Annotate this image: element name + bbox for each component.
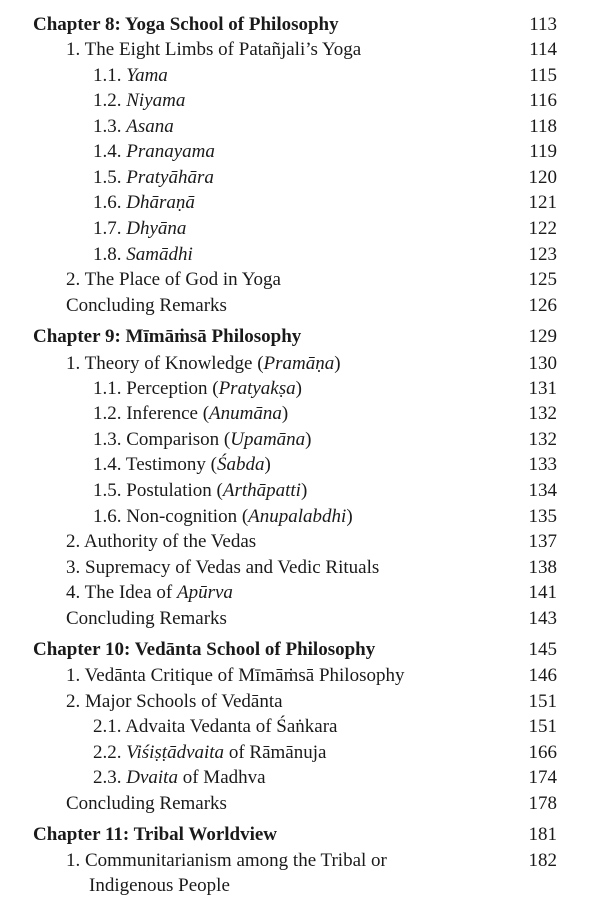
toc-entry-label [93,166,214,190]
toc-entry [0,741,600,765]
entry-italic-term: Arthāpatti [222,480,301,501]
entry-number: 1.5. [93,167,122,188]
page-number: 126 [528,295,557,316]
toc-entry-label [93,217,186,241]
page-number: 132 [528,403,557,424]
toc-entry [0,690,600,714]
page-number: 181 [528,824,557,845]
entry-italic-term: Viśiṣṭādvaita [126,742,225,763]
toc-entry-label [66,690,283,714]
entry-number: 1.3. [93,116,122,137]
page-number: 133 [528,454,557,475]
page-number: 182 [528,850,557,871]
entry-italic-term: Śabda [216,454,265,475]
entry-italic-term: Anumāna [209,403,282,424]
toc-entry [0,268,600,292]
entry-text-suffix: of Rāmānuja [224,742,327,763]
page-number: 114 [529,39,557,60]
entry-text: The Idea of [84,582,177,603]
toc-entry-label [93,505,353,529]
entry-text: The Eight Limbs of Patañjali’s Yoga [84,39,362,60]
toc-entry-label [66,664,404,688]
entry-number: 1.1. [93,65,122,86]
entry-number: 1.1. [93,378,122,399]
page-number: 166 [528,742,557,763]
page-number: 130 [528,353,557,374]
page-number: 125 [528,269,557,290]
entry-italic-term: Samādhi [126,244,193,265]
toc-entry-label [89,874,230,898]
toc-entry-label [66,849,387,873]
entry-number: 4. [66,582,81,603]
toc-entry-label [93,428,312,452]
entry-italic-term: Pratyāhāra [126,167,214,188]
toc-chapter-heading [0,823,600,847]
entry-italic-term: Anupalabdhi [248,506,347,527]
toc-entry-label [93,140,215,164]
toc-entry [0,453,600,477]
toc-entry [0,874,600,898]
entry-text-suffix: ) [295,378,302,399]
entry-italic-term: Apūrva [176,582,233,603]
toc-entry [0,140,600,164]
toc-entry-label [93,402,288,426]
page-number: 129 [528,326,557,347]
page-number: 174 [528,767,557,788]
entry-number: 2. [66,531,81,552]
toc-entry [0,530,600,554]
entry-number: 1.3. [93,429,122,450]
toc-entry-label [93,453,271,477]
page-number: 151 [528,716,557,737]
toc-entry-label [93,479,307,503]
toc-entry-label [93,89,185,113]
toc-entry-label [93,115,174,139]
page-number: 178 [528,793,557,814]
toc-entry [0,352,600,376]
toc-entry [0,505,600,529]
toc-entry-label [93,377,302,401]
entry-number: 2.2. [93,742,122,763]
toc-entry-label [66,530,256,554]
toc-entry [0,89,600,113]
toc-entry-label [93,766,266,790]
toc-chapter-heading [0,638,600,662]
toc-entry [0,556,600,580]
chapter-title: Chapter 8: Yoga School of Philosophy [33,14,339,35]
toc-entry [0,402,600,426]
toc-entry-label [66,294,227,318]
entry-italic-term: Dhāraṇā [126,192,195,213]
entry-number: 1.6. [93,192,122,213]
toc-entry-label [66,38,361,62]
entry-number: 1.2. [93,90,122,111]
page-number: 119 [529,141,557,162]
toc-entry-label [93,715,337,739]
entry-text-suffix: ) [281,403,289,424]
page-number: 115 [529,65,557,86]
entry-text: Vedānta Critique of Mīmāṁsā Philosophy [84,665,405,686]
entry-text: Theory of Knowledge ( [84,353,264,374]
toc-entry-label [66,352,341,376]
toc-entry-label [66,581,233,605]
toc-entry [0,766,600,790]
entry-number: 2. [66,269,81,290]
entry-italic-term: Dvaita [126,767,178,788]
entry-text: Concluding Remarks [66,608,227,629]
page-number: 113 [529,14,557,35]
entry-text: Non-cognition ( [126,506,249,527]
toc-entry-label [66,268,281,292]
entry-italic-term: Upamāna [230,429,306,450]
entry-number: 1.4. [93,454,122,475]
entry-text: Testimony ( [125,454,217,475]
entry-text: The Place of God in Yoga [84,269,281,290]
entry-number: 1. [66,39,81,60]
page-number: 132 [528,429,557,450]
toc-entry [0,428,600,452]
toc-entry [0,243,600,267]
entry-text: Authority of the Vedas [83,531,257,552]
entry-text-suffix: ) [334,353,341,374]
entry-italic-term: Pramāṇa [263,353,335,374]
entry-text: Perception ( [126,378,219,399]
page-number: 120 [528,167,557,188]
toc-entry [0,849,600,873]
page-number: 151 [528,691,557,712]
page-number: 138 [528,557,557,578]
entry-number: 1. [66,850,81,871]
toc-entry-label [93,741,326,765]
page-number: 116 [529,90,557,111]
page-number: 123 [528,244,557,265]
entry-text: Comparison ( [126,429,231,450]
page-number: 137 [528,531,557,552]
entry-text: Concluding Remarks [66,295,227,316]
entry-number: 1.5. [93,480,122,501]
toc-entry [0,294,600,318]
toc-entry-label [66,792,227,816]
page-number: 145 [528,639,557,660]
toc-chapter-heading [0,325,600,349]
entry-italic-term: Pratyakṣa [218,378,296,399]
entry-text-suffix: ) [264,454,271,475]
entry-text: Supremacy of Vedas and Vedic Rituals [85,557,380,578]
toc-entry [0,115,600,139]
page-number: 141 [528,582,557,603]
entry-number: 1. [66,353,81,374]
page-number: 122 [528,218,557,239]
toc-entry [0,191,600,215]
page-number: 135 [528,506,557,527]
toc-entry-label [66,607,227,631]
toc-entry [0,166,600,190]
toc-entry [0,64,600,88]
entry-text: Communitarianism among the Tribal or [85,850,387,871]
toc-entry-label [33,638,375,662]
entry-italic-term: Pranayama [126,141,215,162]
entry-text-suffix: ) [305,429,312,450]
toc-entry-label [66,556,379,580]
entry-text: Postulation ( [126,480,223,501]
entry-number: 1.4. [93,141,122,162]
entry-number: 1.7. [93,218,122,239]
toc-entry-label [93,243,193,267]
toc-entry [0,792,600,816]
entry-text: Indigenous People [89,875,230,896]
page-number: 118 [529,116,557,137]
entry-italic-term: Asana [126,116,174,137]
entry-italic-term: Yama [126,65,168,86]
toc-entry [0,664,600,688]
entry-text: Major Schools of Vedānta [85,691,283,712]
toc-entry [0,377,600,401]
entry-number: 3. [66,557,81,578]
toc-entry-label [93,191,195,215]
toc-entry [0,581,600,605]
toc-chapter-heading [0,13,600,37]
toc-entry [0,38,600,62]
page-number: 131 [528,378,557,399]
toc-entry-label [33,325,301,349]
entry-number: 1.2. [93,403,122,424]
page-number: 143 [528,608,557,629]
toc-entry-label [33,823,277,847]
entry-italic-term: Niyama [126,90,186,111]
entry-text: Advaita Vedanta of Śaṅkara [125,716,338,737]
entry-text-suffix: ) [300,480,308,501]
page-number: 134 [528,480,557,501]
entry-text-suffix: of Madhva [177,767,266,788]
chapter-title: Chapter 9: Mīmāṁsā Philosophy [33,326,302,347]
entry-number: 2.1. [93,716,122,737]
toc-entry-label [33,13,339,37]
page-number: 146 [528,665,557,686]
page-number: 121 [528,192,557,213]
entry-text-suffix: ) [346,506,353,527]
entry-text: Concluding Remarks [66,793,227,814]
toc-entry [0,715,600,739]
entry-text: Inference ( [126,403,210,424]
entry-number: 2. [66,691,81,712]
toc-entry [0,607,600,631]
toc-entry [0,217,600,241]
toc-entry-label [93,64,168,88]
entry-number: 1.8. [93,244,122,265]
entry-number: 1. [66,665,81,686]
entry-italic-term: Dhyāna [126,218,187,239]
toc-entry [0,479,600,503]
chapter-title: Chapter 10: Vedānta School of Philosophy [33,639,376,660]
entry-number: 1.6. [93,506,122,527]
entry-number: 2.3. [93,767,122,788]
chapter-title: Chapter 11: Tribal Worldview [33,824,278,845]
